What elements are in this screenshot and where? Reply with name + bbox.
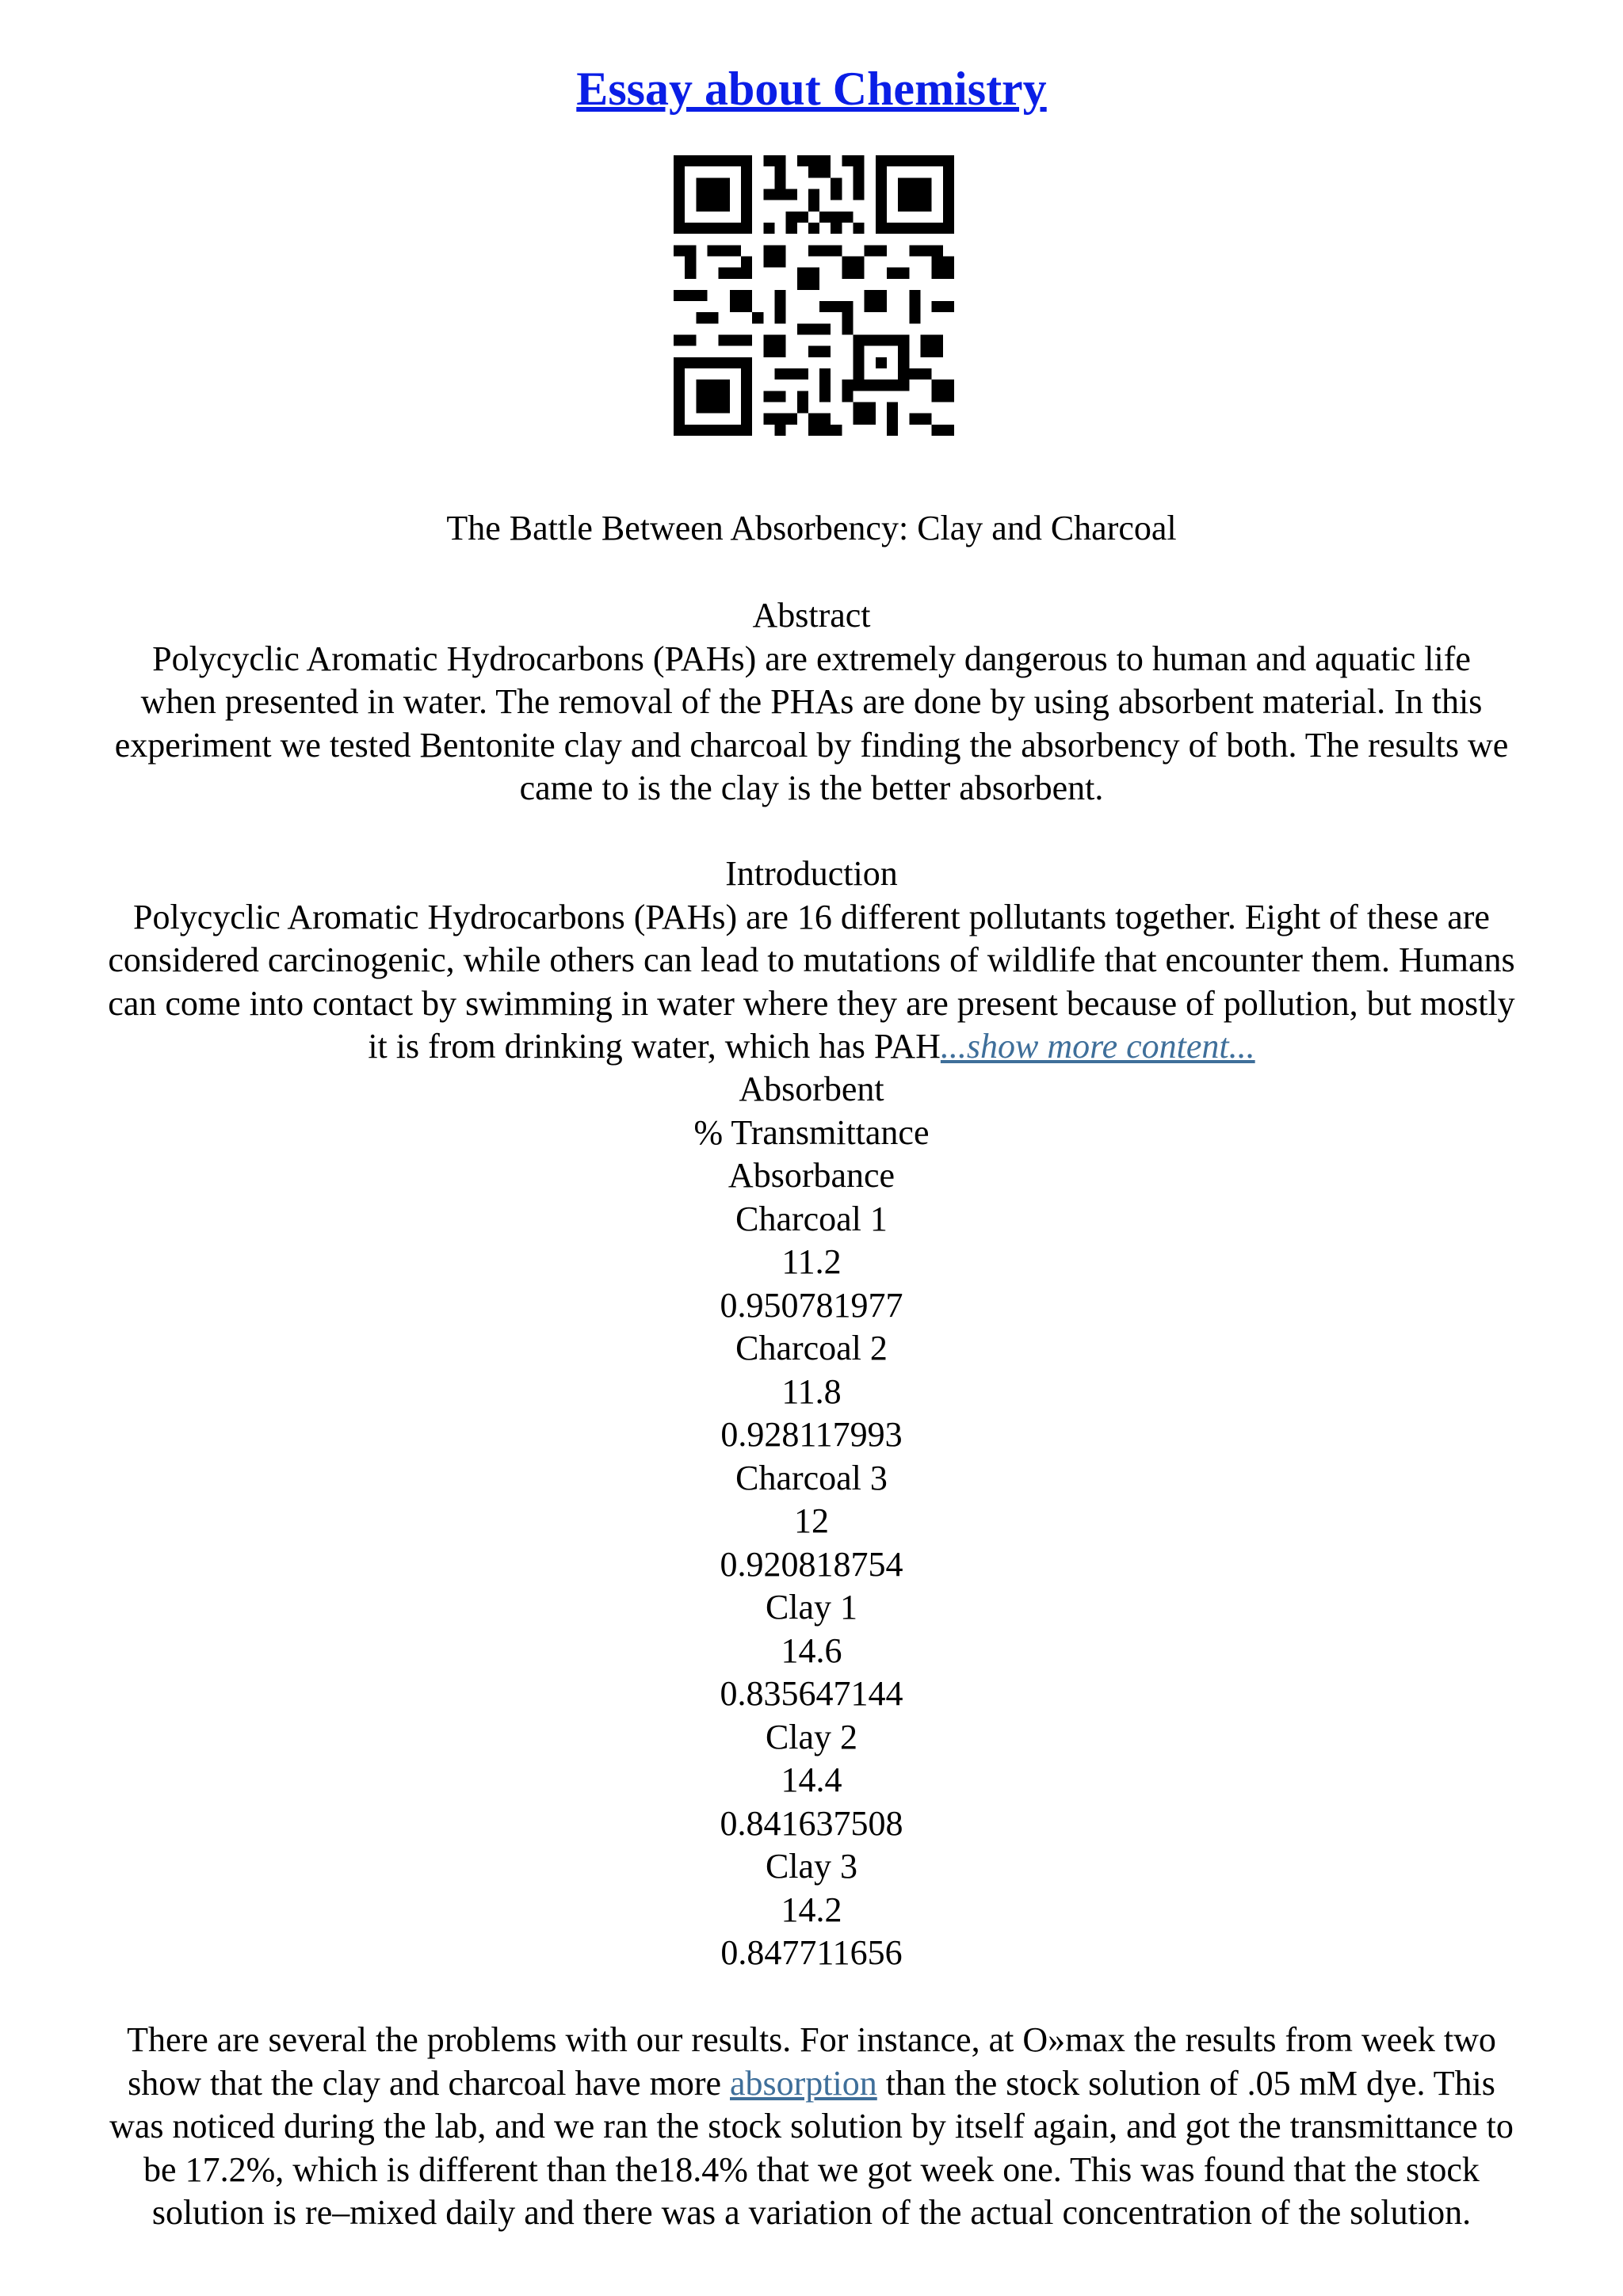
table-cell: Charcoal 1 bbox=[735, 1199, 888, 1238]
closing-text: show that the clay and charcoal have more bbox=[128, 2063, 730, 2103]
table-cell: 0.920818754 bbox=[720, 1544, 903, 1584]
abstract-section bbox=[48, 594, 1575, 810]
table-header-cell: Absorbent bbox=[739, 1070, 884, 1108]
closing-paragraph bbox=[48, 2019, 1575, 2235]
introduction-heading: Introduction bbox=[725, 854, 898, 893]
table-cell: Clay 3 bbox=[765, 1847, 858, 1886]
abstract-line: when presented in water. The removal of the PHAs are done by using absorbent material. In this bbox=[140, 682, 1483, 721]
table-cell: Charcoal 3 bbox=[735, 1458, 888, 1497]
absorption-link[interactable]: absorption bbox=[730, 2063, 877, 2103]
table-cell: 12 bbox=[794, 1501, 829, 1540]
table-cell: 0.835647144 bbox=[720, 1674, 903, 1713]
table-cell: 0.841637508 bbox=[720, 1803, 903, 1843]
abstract-line: came to is the clay is the better absorbent. bbox=[519, 769, 1104, 807]
table-cell: Charcoal 2 bbox=[735, 1329, 888, 1367]
title-link[interactable]: Essay about Chemistry bbox=[576, 63, 1047, 115]
table-cell: 11.2 bbox=[781, 1242, 842, 1281]
table-header-cell: Absorbance bbox=[727, 1156, 896, 1195]
table-cell: 0.847711656 bbox=[720, 1933, 903, 1972]
closing-text: than the stock solution of .05 mM dye. This bbox=[876, 2063, 1495, 2103]
closing-line: was noticed during the lab, and we ran the stock solution by itself again, and got the transmittance to bbox=[109, 2107, 1514, 2145]
introduction-line: considered carcinogenic, while others can lead to mutations of wildlife that encounter them. Humans bbox=[108, 940, 1515, 979]
introduction-line: Polycyclic Aromatic Hydrocarbons (PAHs) are 16 different pollutants together. Eight of these are bbox=[133, 897, 1490, 936]
table-cell: Clay 1 bbox=[765, 1588, 858, 1627]
abstract-heading: Abstract bbox=[752, 596, 871, 635]
introduction-last-line bbox=[48, 1025, 1575, 1069]
table-cell: 14.4 bbox=[781, 1760, 842, 1799]
table-cell: 0.950781977 bbox=[720, 1285, 903, 1325]
table-cell: 14.2 bbox=[781, 1890, 842, 1929]
subtitle-text: The Battle Between Absorbency: Clay and Charcoal bbox=[446, 509, 1177, 547]
abstract-line: experiment we tested Bentonite clay and charcoal by finding the absorbency of both. The results we bbox=[114, 725, 1509, 765]
table-cell: Clay 2 bbox=[765, 1717, 858, 1756]
page-title bbox=[0, 57, 1623, 120]
closing-line: solution is re–mixed daily and there was a variation of the actual concentration of the solution. bbox=[151, 2193, 1472, 2232]
closing-line-with-link bbox=[48, 2062, 1575, 2106]
introduction-line: can come into contact by swimming in water where they are present because of pollution, but mostly bbox=[108, 983, 1515, 1023]
table-header-cell: % Transmittance bbox=[693, 1112, 930, 1152]
introduction-last-text: it is from drinking water, which has PAH bbox=[368, 1027, 941, 1066]
closing-line: There are several the problems with our results. For instance, at O»max the results from week two bbox=[127, 2020, 1496, 2059]
essay-subtitle bbox=[48, 507, 1575, 551]
abstract-line: Polycyclic Aromatic Hydrocarbons (PAHs) are extremely dangerous to human and aquatic life bbox=[152, 639, 1471, 678]
qr-code-icon bbox=[674, 155, 954, 436]
closing-line: be 17.2%, which is different than the18.4% that we got week one. This was found that the stock bbox=[143, 2149, 1480, 2189]
introduction-section bbox=[48, 852, 1575, 1069]
table-cell: 0.928117993 bbox=[720, 1415, 903, 1454]
table-cell: 14.6 bbox=[781, 1630, 842, 1670]
table-cell: 11.8 bbox=[781, 1371, 842, 1411]
results-table bbox=[48, 1068, 1575, 1975]
show-more-link[interactable]: ...show more content... bbox=[940, 1027, 1255, 1066]
